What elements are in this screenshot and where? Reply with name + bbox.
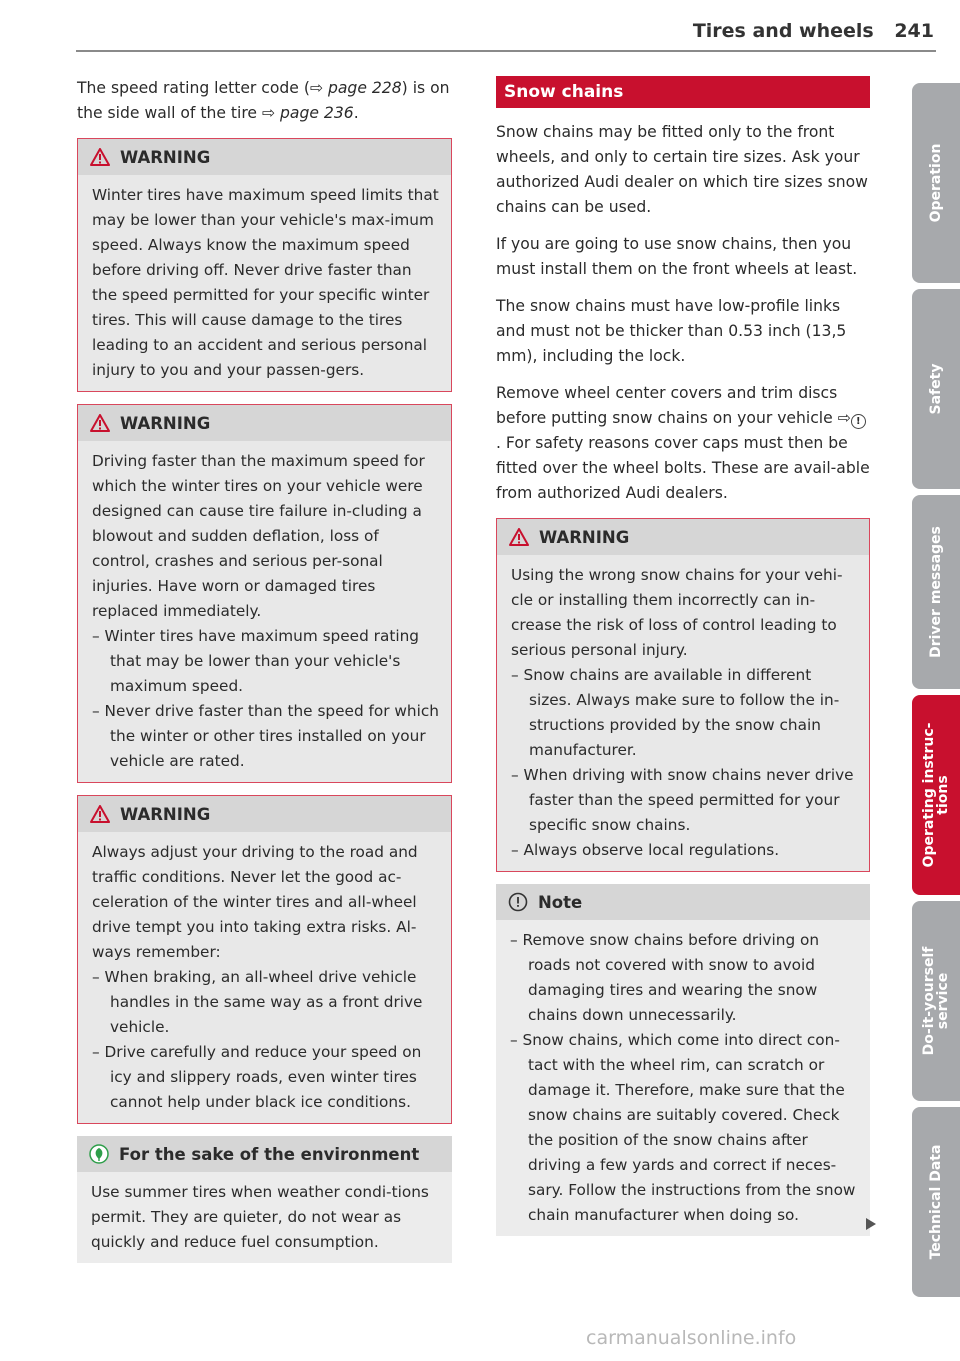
warning-list	[92, 965, 439, 1115]
note-ref-link[interactable]: ⇨ !	[838, 409, 866, 427]
list-item: – Winter tires have maximum speed rating that may be lower than your vehicle's maximum speed.	[92, 624, 439, 699]
paragraph: Snow chains may be fitted only to the front wheels, and only to certain tire sizes. Ask your authorized Audi dealer on which tire sizes snow chains can be used.	[496, 123, 868, 216]
warning-body	[78, 441, 451, 782]
paragraph: Remove wheel center covers and trim discs before putting snow chains on your vehicle ⇨ !. For safety reasons cover caps must then be fitted over the wheel bolts. These are avail-able from authorized Audi dealers.	[496, 384, 870, 502]
note-box	[496, 884, 870, 1236]
list-item: – Never drive faster than the speed for which the winter or other tires installed on your vehicle are rated.	[92, 699, 439, 774]
paragraph: The snow chains must have low-profile links and must not be thicker than 0.53 inch (13,5 mm), including the lock.	[496, 297, 847, 365]
note-circle-icon	[508, 892, 528, 912]
warning-triangle-icon	[509, 528, 529, 546]
warning-body	[78, 175, 451, 391]
left-column	[77, 76, 452, 1263]
tab-operating-instructions[interactable]: Operating instruc-tions	[912, 695, 960, 895]
section-title: Snow chains	[496, 76, 870, 108]
warning-title: WARNING	[120, 147, 211, 167]
warning-header	[497, 519, 869, 555]
warning-text: Driving faster than the maximum speed for which the winter tires on your vehicle were designed can cause tire failure in-cluding a blowout and sudden deflation, loss of control, crashes and serious per-sonal injuries. Have worn or damaged tires replaced immediately.	[92, 452, 425, 620]
intro-paragraph: The speed rating letter code (⇨ page 228) is on the side wall of the tire ⇨ page 236.	[77, 79, 450, 122]
list-item: – Always observe local regulations.	[511, 838, 857, 863]
note-header	[496, 884, 870, 920]
page-ref-link[interactable]: ⇨ page 236	[262, 104, 354, 122]
warning-body	[78, 832, 451, 1123]
warning-text: Always adjust your driving to the road and traffic conditions. Never let the good ac-celeration of the winter tires and all-wheel drive tempt you into taking extra risks. Al-ways remember:	[92, 843, 418, 961]
warning-header	[78, 405, 451, 441]
list-item: – Snow chains are available in different sizes. Always make sure to follow the in-structions provided by the snow chain manufacturer.	[511, 663, 857, 763]
warning-box	[77, 138, 452, 392]
note-body	[496, 920, 870, 1236]
warning-text: Winter tires have maximum speed limits that may be lower than your vehicle's max-imum speed. Always know the maximum speed before driving off. Never drive faster than the speed permitted for your specific winter tires. This will cause damage to the tires leading to an accident and serious personal injury to you and your passen-gers.	[92, 186, 439, 379]
warning-triangle-icon	[90, 148, 110, 166]
warning-list	[92, 624, 439, 774]
environment-box	[77, 1136, 452, 1263]
environment-text: Use summer tires when weather condi-tions permit. They are quieter, do not wear as quickly and reduce fuel consumption.	[91, 1183, 429, 1251]
warning-box	[77, 404, 452, 783]
list-item: – Drive carefully and reduce your speed on icy and slippery roads, even winter tires cannot help under black ice conditions.	[92, 1040, 439, 1115]
warning-text: Using the wrong snow chains for your vehi-cle or installing them incorrectly can in-crease the risk of loss of control leading to serious personal injury.	[511, 566, 843, 659]
warning-body	[497, 555, 869, 871]
environment-title: For the sake of the environment	[119, 1144, 420, 1164]
list-item: – When braking, an all-wheel drive vehicle handles in the same way as a front drive vehicle.	[92, 965, 439, 1040]
list-item: – Snow chains, which come into direct con-tact with the wheel rim, can scratch or damage it. Therefore, make sure that the snow chains are suitably covered. Check the position of the snow chains after driving a few yards and correct if neces-sary. Follow the instructions from the snow chain manufacturer when doing so.	[510, 1028, 858, 1228]
list-item: – Remove snow chains before driving on roads not covered with snow to avoid damaging tires and wearing the snow chains down unnecessarily.	[510, 928, 858, 1028]
environment-header	[77, 1136, 452, 1172]
continue-arrow-icon	[866, 1218, 876, 1230]
warning-triangle-icon	[90, 414, 110, 432]
list-item: – When driving with snow chains never drive faster than the speed permitted for your specific snow chains.	[511, 763, 857, 838]
environment-leaf-icon	[89, 1144, 109, 1164]
watermark: carmanualsonline.info	[586, 1327, 797, 1349]
tab-technical-data[interactable]: Technical Data	[912, 1107, 960, 1297]
warning-title: WARNING	[539, 527, 630, 547]
tab-safety[interactable]: Safety	[912, 289, 960, 489]
warning-box	[496, 518, 870, 872]
tab-operation[interactable]: Operation	[912, 83, 960, 283]
warning-triangle-icon	[90, 805, 110, 823]
page-ref-link[interactable]: ⇨ page 228	[309, 79, 402, 97]
environment-body	[77, 1172, 452, 1263]
warning-header	[78, 796, 451, 832]
right-column	[496, 76, 870, 1248]
warning-header	[78, 139, 451, 175]
warning-box	[77, 795, 452, 1124]
page-number: 241	[894, 20, 934, 42]
note-list	[510, 928, 858, 1228]
warning-title: WARNING	[120, 804, 211, 824]
header-section-title: Tires and wheels	[692, 20, 874, 42]
tab-driver-messages[interactable]: Driver messages	[912, 495, 960, 689]
warning-list	[511, 663, 857, 863]
note-title: Note	[538, 892, 583, 912]
warning-title: WARNING	[120, 413, 211, 433]
page-header	[693, 20, 934, 42]
note-circle-icon: !	[851, 414, 866, 429]
tab-do-it-yourself-service[interactable]: Do-it-yourself service	[912, 901, 960, 1101]
header-rule	[76, 50, 936, 52]
paragraph: If you are going to use snow chains, then you must install them on the front wheels at least.	[496, 235, 858, 278]
